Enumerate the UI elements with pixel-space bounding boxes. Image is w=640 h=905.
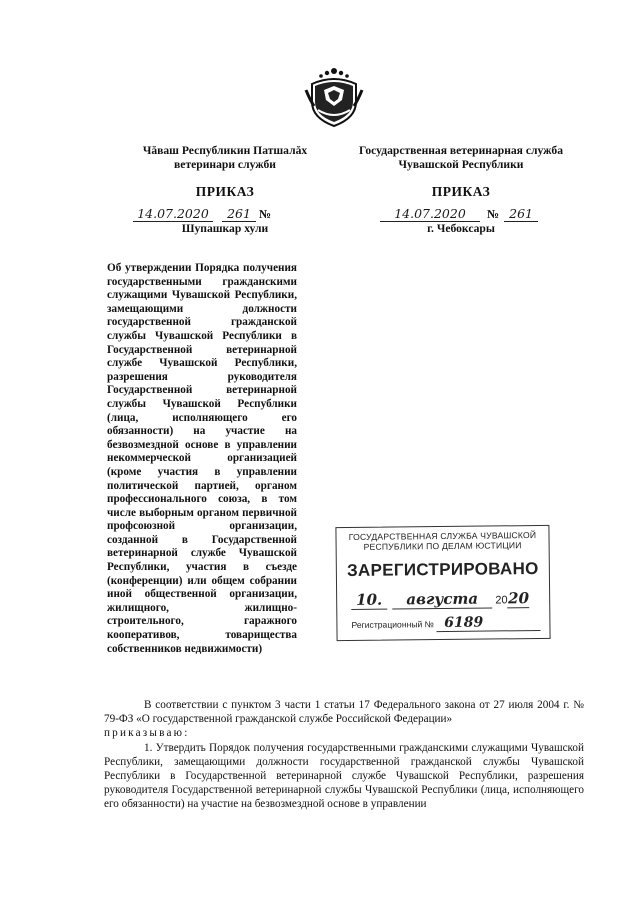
header-left-org: [120, 144, 330, 172]
stamp-day: 10.: [351, 591, 387, 610]
stamp-reg-value: 6189: [436, 614, 540, 632]
body-item-1: 1. Утвердить Порядок получения государственными гражданскими служащими Чувашской Республики, замещающими должности государственной гражданской службы Чувашской Республики в Государственной ветеринарной службе Чувашской Республики, разрешения руководителя Государственной ветеринарной службы Чувашской Республики (лица, исполняющего его обязанности) на участие на безвозмездной основе в управлении: [104, 741, 584, 811]
order-body: [104, 698, 584, 812]
header-left-date: 14.07.2020: [133, 206, 213, 222]
header-right-line1: Государственная ветеринарная служба: [359, 144, 563, 157]
registration-stamp: [335, 525, 550, 641]
header-left-line1: Чăваш Республикин Патшалăх: [142, 144, 308, 157]
header-left-place: Шупашкар хули: [181, 222, 269, 235]
stamp-org: [336, 530, 548, 552]
stamp-date: [351, 589, 541, 610]
body-orders: приказываю:: [104, 727, 190, 740]
stamp-org-line1: ГОСУДАРСТВЕННАЯ СЛУЖБА ЧУВАШСКОЙ: [348, 530, 537, 542]
stamp-registered-label: ЗАРЕГИСТРИРОВАНО: [346, 558, 539, 581]
header-right-date: 14.07.2020: [380, 206, 480, 222]
header-left-date-number: [133, 206, 271, 222]
stamp-reg-number: [351, 614, 541, 633]
header-right-number-sign: №: [487, 207, 500, 221]
order-subject: Об утверждении Порядка получения государственными гражданскими служащими Чувашской Республики, замещающими должности государственной гражданской службы Чувашской Республики в Государственной ветеринарной службе Чувашской Республики, разрешения руководителя Государственной ветеринарной службы Чувашской Республики (лица, исполняющего его обязанности) на участие на безвозмездной основе в управлении некоммерческой организацией (кроме участия в управлении политической партией, органом профессионального союза, в том числе выборным органом первичной профсоюзной организации, созданной в Государственной ветеринарной службе Чувашской Республики, участия в съезде (конференции) или общем собрании иной общественной организации, жилищного, жилищно-строительного, гаражного кооперативов, товарищества собственников недвижимости): [107, 262, 297, 655]
header-right-number: 261: [504, 206, 538, 222]
header-right-line2: Чувашской Республики: [398, 158, 524, 171]
header-left-prikaz: ПРИКАЗ: [195, 184, 255, 199]
stamp-month: августа: [392, 589, 492, 609]
chuvash-republic-emblem-icon: [302, 66, 366, 128]
header-right-place: г. Чебоксары: [427, 222, 495, 235]
header-left-number-sign: №: [259, 207, 272, 221]
header-right-date-number: [380, 206, 538, 222]
header-right-prikaz: ПРИКАЗ: [431, 184, 491, 199]
stamp-org-line2: РЕСПУБЛИКИ ПО ДЕЛАМ ЮСТИЦИИ: [363, 540, 522, 552]
header-left-line2: ветеринари служби: [174, 158, 276, 171]
stamp-year-suffix: 20: [508, 589, 530, 608]
body-preamble: В соответствии с пунктом 3 части 1 статьи 17 Федерального закона от 27 июля 2004 г. № 79-ФЗ «О государственной гражданской службе Российской Федерации»: [104, 699, 584, 726]
header-right-org: [346, 144, 576, 172]
stamp-reg-label: Регистрационный №: [351, 619, 434, 630]
header-left-number: 261: [222, 206, 256, 222]
stamp-year-prefix: 20: [495, 594, 508, 607]
